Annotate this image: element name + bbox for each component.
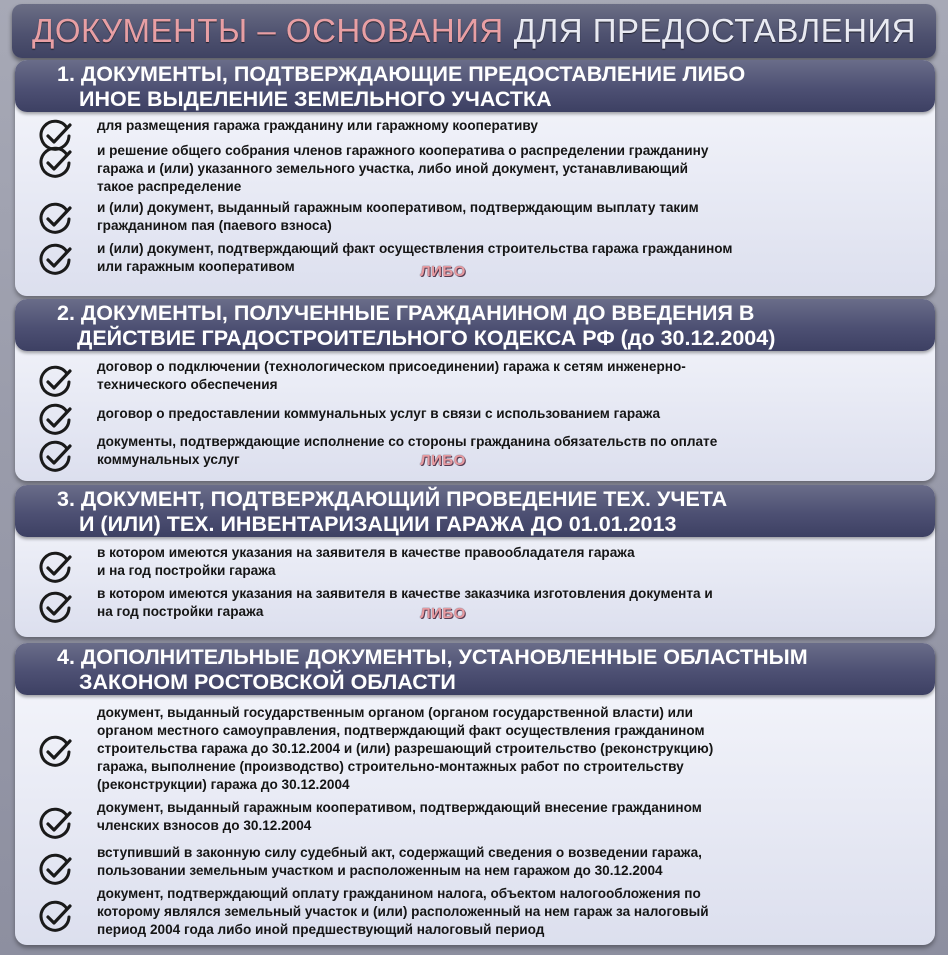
or-label: ЛИБО — [420, 452, 466, 469]
list-item-text — [97, 433, 927, 469]
list-item-line: период 2004 года либо иной предшествующий налоговый период — [97, 922, 545, 937]
list-item-line: строительства гаража до 30.12.2004 и (или) разрешающий строительство (реконструкцию) — [97, 741, 714, 756]
list-item-line: документ, выданный гаражным кооперативом, подтверждающий внесение гражданином — [97, 800, 702, 815]
list-item-line: такое распределение — [97, 179, 242, 194]
list-item-line: и (или) документ, подтверждающий факт осуществления строительства гаража гражданином — [97, 241, 733, 256]
list-item-text — [97, 544, 927, 580]
list-item-line: и на год постройки гаража — [97, 563, 276, 578]
page-title-part1: ДОКУМЕНТЫ – ОСНОВАНИЯ — [31, 12, 504, 49]
check-circle-icon — [37, 590, 73, 626]
section-header — [15, 60, 935, 112]
list-item-line: договор о предоставлении коммунальных услуг в связи с использованием гаража — [97, 406, 661, 421]
list-item-text — [97, 405, 927, 423]
list-item-text — [97, 142, 927, 196]
section-header-line2: ДЕЙСТВИЕ ГРАДОСТРОИТЕЛЬНОГО КОДЕКСА РФ (до 30.12.2004) — [77, 326, 776, 350]
section-header-line1: 1. ДОКУМЕНТЫ, ПОДТВЕРЖДАЮЩИЕ ПРЕДОСТАВЛЕНИЕ ЛИБО — [57, 62, 746, 86]
list-item-line: на год постройки гаража — [97, 604, 264, 619]
list-item-text — [97, 704, 927, 794]
check-circle-icon — [37, 364, 73, 400]
list-item-line: или гаражным кооперативом — [97, 259, 295, 274]
list-item-line: для размещения гаража гражданину или гаражному кооперативу — [97, 118, 538, 133]
list-item-text — [97, 585, 927, 621]
list-item-text — [97, 799, 927, 835]
list-item-line: гражданином пая (паевого взноса) — [97, 218, 332, 233]
list-item-line: органом местного самоуправления, подтверждающий факт осуществления гражданином — [97, 723, 705, 738]
check-circle-icon — [37, 550, 73, 586]
list-item-text — [97, 885, 927, 939]
list-item-line: гаража и (или) указанного земельного участка, либо иной документ, устанавливающий — [97, 161, 688, 176]
list-item-text — [97, 117, 927, 135]
section-header — [15, 485, 935, 537]
or-label: ЛИБО — [420, 605, 466, 622]
list-item-line: коммунальных услуг — [97, 452, 240, 467]
list-item-line: вступивший в законную силу судебный акт, содержащий сведения о возведении гаража, — [97, 845, 702, 860]
section-1 — [15, 60, 935, 296]
section-header — [15, 643, 935, 695]
section-4 — [15, 643, 935, 945]
list-item-line: гаража, выполнение (производство) строительно-монтажных работ по строительству — [97, 759, 684, 774]
list-item-line: которому являлся земельный участок и (или) расположенный на нем гараж за налоговый — [97, 904, 709, 919]
check-circle-icon — [37, 852, 73, 888]
section-header-line2: И (ИЛИ) ТЕХ. ИНВЕНТАРИЗАЦИИ ГАРАЖА ДО 01.01.2013 — [79, 512, 677, 536]
section-header-line2: ИНОЕ ВЫДЕЛЕНИЕ ЗЕМЕЛЬНОГО УЧАСТКА — [79, 87, 552, 111]
list-item-line: пользовании земельным участком и расположенным на нем гаражом до 30.12.2004 — [97, 863, 663, 878]
list-item-line: и (или) документ, выданный гаражным кооперативом, подтверждающим выплату таким — [97, 200, 699, 215]
list-item-line: документ, подтверждающий оплату гражданином налога, объектом налогообложения по — [97, 886, 701, 901]
section-header-line2: ЗАКОНОМ РОСТОВСКОЙ ОБЛАСТИ — [79, 670, 456, 694]
check-circle-icon — [37, 439, 73, 475]
list-item-line: технического обеспечения — [97, 377, 278, 392]
list-item-text — [97, 240, 927, 276]
section-header-line1: 2. ДОКУМЕНТЫ, ПОЛУЧЕННЫЕ ГРАЖДАНИНОМ ДО ВВЕДЕНИЯ В — [57, 301, 755, 325]
list-item-text — [97, 358, 927, 394]
check-circle-icon — [37, 201, 73, 237]
check-circle-icon — [37, 242, 73, 278]
check-circle-icon — [37, 734, 73, 770]
section-header-line1: 4. ДОПОЛНИТЕЛЬНЫЕ ДОКУМЕНТЫ, УСТАНОВЛЕННЫЕ ОБЛАСТНЫМ — [57, 645, 808, 669]
list-item-line: документы, подтверждающие исполнение со стороны гражданина обязательств по оплате — [97, 434, 718, 449]
list-item-line: договор о подключении (технологическом присоединении) гаража к сетям инженерно- — [97, 359, 686, 374]
or-label: ЛИБО — [420, 263, 466, 280]
list-item-line: в котором имеются указания на заявителя в качестве правообладателя гаража — [97, 545, 635, 560]
list-item-line: в котором имеются указания на заявителя в качестве заказчика изготовления документа и — [97, 586, 713, 601]
section-header — [15, 299, 935, 351]
list-item-line: (реконструкции) гаража до 30.12.2004 — [97, 777, 350, 792]
list-item-text — [97, 844, 927, 880]
list-item-line: документ, выданный государственным органом (органом государственной власти) или — [97, 705, 693, 720]
check-circle-icon — [37, 402, 73, 438]
check-circle-icon — [37, 145, 73, 181]
list-item-line: членских взносов до 30.12.2004 — [97, 818, 312, 833]
section-header-line1: 3. ДОКУМЕНТ, ПОДТВЕРЖДАЮЩИЙ ПРОВЕДЕНИЕ ТЕХ. УЧЕТА — [57, 487, 728, 511]
list-item-line: и решение общего собрания членов гаражного кооператива о распределении гражданину — [97, 143, 709, 158]
page-title — [12, 4, 936, 58]
check-circle-icon — [37, 899, 73, 935]
check-circle-icon — [37, 806, 73, 842]
page-title-part2: ДЛЯ ПРЕДОСТАВЛЕНИЯ — [513, 12, 917, 49]
list-item-text — [97, 199, 927, 235]
